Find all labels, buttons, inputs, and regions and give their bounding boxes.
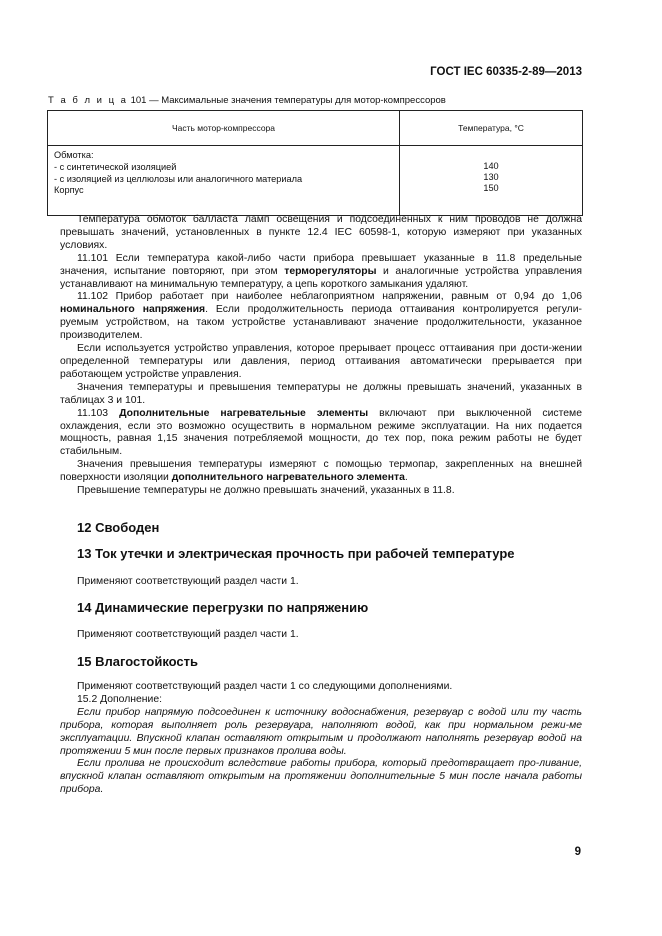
table-body-row xyxy=(48,146,583,216)
page-number: 9 xyxy=(574,846,581,858)
table-header-row xyxy=(48,111,583,146)
section-15-text xyxy=(60,681,582,797)
paragraph: Применяют соответствующий раздел части 1 со следующими дополнениями. xyxy=(77,681,453,692)
defined-term: терморегуляторы xyxy=(284,265,377,277)
text-run: включают при выключенной системе охлаждения, если это возможно осуществить в нормальном режиме эксплуатации. На них подается мощность, равная 1,15 значения потребляемой мощности, до тех пор, пока режим работы не будет стабильным. xyxy=(60,407,582,458)
defined-term: дополнительного нагревательного элемента xyxy=(171,472,405,484)
paragraph-11-102 xyxy=(60,291,582,343)
section-14-text: Применяют соответствующий раздел части 1. xyxy=(77,629,299,640)
text-run: 11.103 xyxy=(77,407,120,419)
clause-heading: 15.2 Дополнение: xyxy=(77,693,163,705)
table-cell-parts xyxy=(48,146,400,216)
italic-paragraph: Если прибор напрямую подсоединен к источнику водоснабжения, резервуар с водой или ту часть прибора, которая выполняет роль резервуара, наполняют водой, как при нормальном режи-ме эксплуатации. Впускной клапан оставляют открытым и продолжают наполнять резервуар водой на протяжении 5 мин после первых признаков пролива воды. xyxy=(60,706,582,757)
table-caption-title: 101 — Максимальные значения температуры для мотор-компрессоров xyxy=(127,95,446,106)
table-cell-temperatures xyxy=(400,146,583,216)
paragraph: Температура обмоток балласта ламп освещения и подсоединенных к ним проводов не должна превышать значений, установленных в пункте 12.4 IEC 60598-1, которую измеряют при указанных условиях. xyxy=(60,214,582,251)
table-header-part: Часть мотор-компрессора xyxy=(48,111,400,146)
text-run: и аналогичные устройства управления устанавливают на минимальную температуру, а цепь короткого замыкания удаляют. xyxy=(60,265,582,290)
defined-term: Дополнительные нагревательные элементы xyxy=(119,407,369,419)
paragraph: Если используется устройство управления, которое прерывает процесс оттаивания при дости-жении определенной температуры или давления, период оттаивания автоматически прерывается при работающем устройстве управления. xyxy=(60,343,582,380)
text-run: Значения превышения температуры измеряют с помощью термопар, закрепленных на внешней поверхности изоляции xyxy=(60,459,582,484)
text-run: 11.102 Прибор работает при наиболее неблагоприятном напряжении, равным от 0,94 до 1,06 xyxy=(77,291,582,303)
paragraph: Значения температуры и превышения температуры не должны превышать значений, указанных в таблицах 3 и 101. xyxy=(60,381,582,406)
paragraph-11-103 xyxy=(60,408,582,460)
paragraph xyxy=(60,459,582,485)
section-11-text xyxy=(60,214,582,498)
section-13-text: Применяют соответствующий раздел части 1. xyxy=(77,576,299,587)
table-cell-part: Обмотка: xyxy=(54,150,94,160)
defined-term: номинального напряжения xyxy=(60,304,206,316)
section-12-title: 12 Свободен xyxy=(77,520,160,535)
italic-paragraph: Если пролива не происходит вследствие работы прибора, который предотвращает про-ливание, впускной клапан оставляют открытым на протяжении дополнительные 5 мин после начала работы прибора. xyxy=(60,758,582,796)
temperature-table xyxy=(47,110,583,216)
table-caption xyxy=(48,95,446,106)
table-cell-temp: 150 xyxy=(483,183,499,193)
section-13-title: 13 Ток утечки и электрическая прочность при рабочей температуре xyxy=(77,546,515,561)
table-header-temperature: Температура, °С xyxy=(400,111,583,146)
section-15-title: 15 Влагостойкость xyxy=(77,654,199,669)
table-cell-part: Корпус xyxy=(54,185,84,196)
text-run: . xyxy=(404,472,408,484)
table-cell-part: - с изоляцией из целлюлозы или аналогичного материала xyxy=(54,173,303,184)
table-cell-temp: 140 xyxy=(483,161,499,171)
table-caption-prefix: Т а б л и ц а xyxy=(48,95,128,106)
standard-header: ГОСТ IEC 60335-2-89—2013 xyxy=(430,66,582,78)
table-cell-temp: 130 xyxy=(483,172,499,182)
section-14-title: 14 Динамические перегрузки по напряжению xyxy=(77,600,369,615)
text-run: . Если продолжительность периода оттаивания контролируется регули-руемым устройством, на таком устройстве устанавливают значение продолжительности, указанное производителем. xyxy=(60,304,582,342)
paragraph: Превышение температуры не должно превышать значений, указанных в 11.8. xyxy=(77,485,455,497)
table-cell-part: - с синтетической изоляцией xyxy=(54,161,177,172)
text-run: 11.101 Если температура какой-либо части прибора превышает указанные в 11.8 предельные значения, испытание повторяют, при этом xyxy=(60,252,582,277)
paragraph-11-101 xyxy=(60,253,582,292)
